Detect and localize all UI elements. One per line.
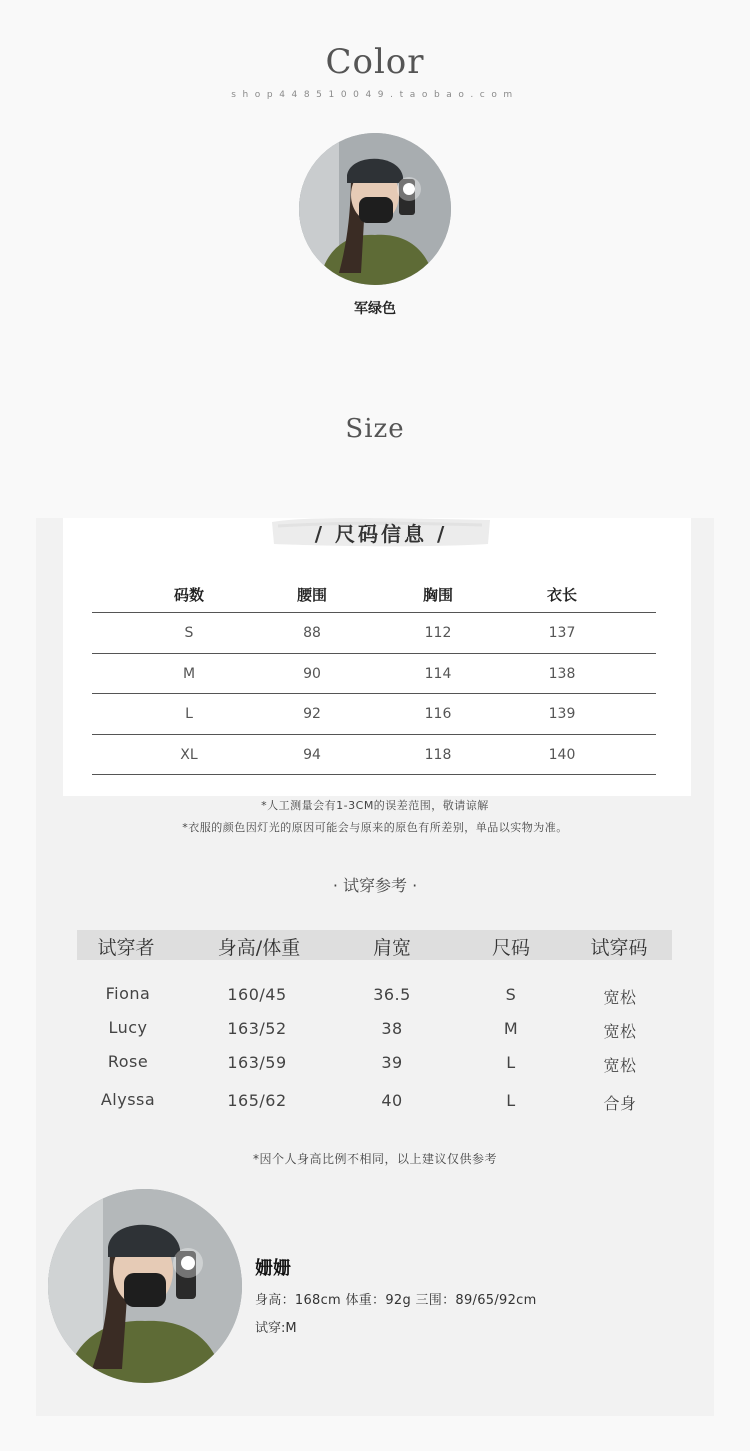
color-swatch-photo[interactable] xyxy=(299,133,451,285)
table-cell: 165/62 xyxy=(227,1091,287,1110)
shop-url[interactable]: shop448510049.taobao.com xyxy=(231,90,519,100)
table-cell: 合身 xyxy=(603,1094,637,1113)
table-cell: 137 xyxy=(548,625,576,641)
chest-col-header: 胸围 xyxy=(422,586,453,604)
table-cell: 36.5 xyxy=(373,985,411,1004)
table-cell: 40 xyxy=(381,1091,403,1110)
table-cell: 160/45 xyxy=(227,985,287,1004)
table-divider xyxy=(92,774,656,775)
color-section-title: Color xyxy=(325,42,425,82)
table-divider xyxy=(92,693,656,694)
model-photo[interactable] xyxy=(48,1189,242,1383)
table-cell: 宽松 xyxy=(603,988,637,1007)
model-stats: 身高：168cm 体重：92g 三围：89/65/92cm xyxy=(255,1293,537,1308)
table-divider xyxy=(92,734,656,735)
size-info-heading: / 尺码信息 / xyxy=(314,522,448,546)
table-cell: M xyxy=(182,666,196,682)
table-cell: M xyxy=(503,1019,519,1038)
table-cell: 112 xyxy=(424,625,452,641)
table-cell: 139 xyxy=(548,706,576,722)
table-cell: 138 xyxy=(548,666,576,682)
table-cell: L xyxy=(506,1053,516,1072)
table-cell: L xyxy=(185,706,193,722)
tryer-col-header: 试穿者 xyxy=(97,937,155,959)
table-cell: 163/52 xyxy=(227,1019,287,1038)
table-cell: 39 xyxy=(381,1053,403,1072)
table-cell: Fiona xyxy=(105,984,151,1003)
table-cell: 163/59 xyxy=(227,1053,287,1072)
table-divider xyxy=(92,653,656,654)
tried-size-col-header: 试穿码 xyxy=(590,937,648,959)
table-cell: 38 xyxy=(381,1019,403,1038)
table-cell: 116 xyxy=(424,706,452,722)
model-name: 姗姗 xyxy=(255,1258,291,1279)
tryon-title: · 试穿参考 · xyxy=(332,876,418,895)
color-name-label: 军绿色 xyxy=(354,301,396,317)
table-cell: 92 xyxy=(303,706,321,722)
table-cell: Alyssa xyxy=(100,1090,156,1109)
table-cell: 114 xyxy=(424,666,452,682)
table-cell: S xyxy=(184,625,194,641)
tryon-note: *因个人身高比例不相同，以上建议仅供参考 xyxy=(252,1152,497,1166)
height-weight-col-header: 身高/体重 xyxy=(217,937,301,959)
table-cell: 90 xyxy=(303,666,321,682)
shoulder-col-header: 肩宽 xyxy=(372,937,411,959)
table-divider xyxy=(92,612,656,613)
table-cell: Lucy xyxy=(108,1018,148,1037)
table-cell: 118 xyxy=(424,747,452,763)
table-cell: 94 xyxy=(303,747,321,763)
length-col-header: 衣长 xyxy=(546,586,577,604)
model-tried-size: 试穿:M xyxy=(255,1321,297,1336)
table-cell: 宽松 xyxy=(603,1022,637,1041)
table-cell: L xyxy=(506,1091,516,1110)
color-difference-note: *衣服的颜色因灯光的原因可能会与原来的原色有所差别，单品以实物为准。 xyxy=(182,821,568,834)
measurement-note: *人工测量会有1-3CM的误差范围，敬请谅解 xyxy=(261,799,489,812)
table-cell: 宽松 xyxy=(603,1056,637,1075)
model-photo-icon xyxy=(48,1189,242,1383)
table-cell: S xyxy=(505,985,517,1004)
table-cell: XL xyxy=(180,747,198,763)
table-cell: 140 xyxy=(548,747,576,763)
size-col-header: 尺码 xyxy=(491,937,530,959)
size-section-title: Size xyxy=(345,414,405,444)
table-cell: Rose xyxy=(107,1052,149,1071)
table-cell: 88 xyxy=(303,625,321,641)
size-col-header: 码数 xyxy=(173,586,204,604)
waist-col-header: 腰围 xyxy=(296,586,327,604)
model-photo-icon xyxy=(299,133,451,285)
